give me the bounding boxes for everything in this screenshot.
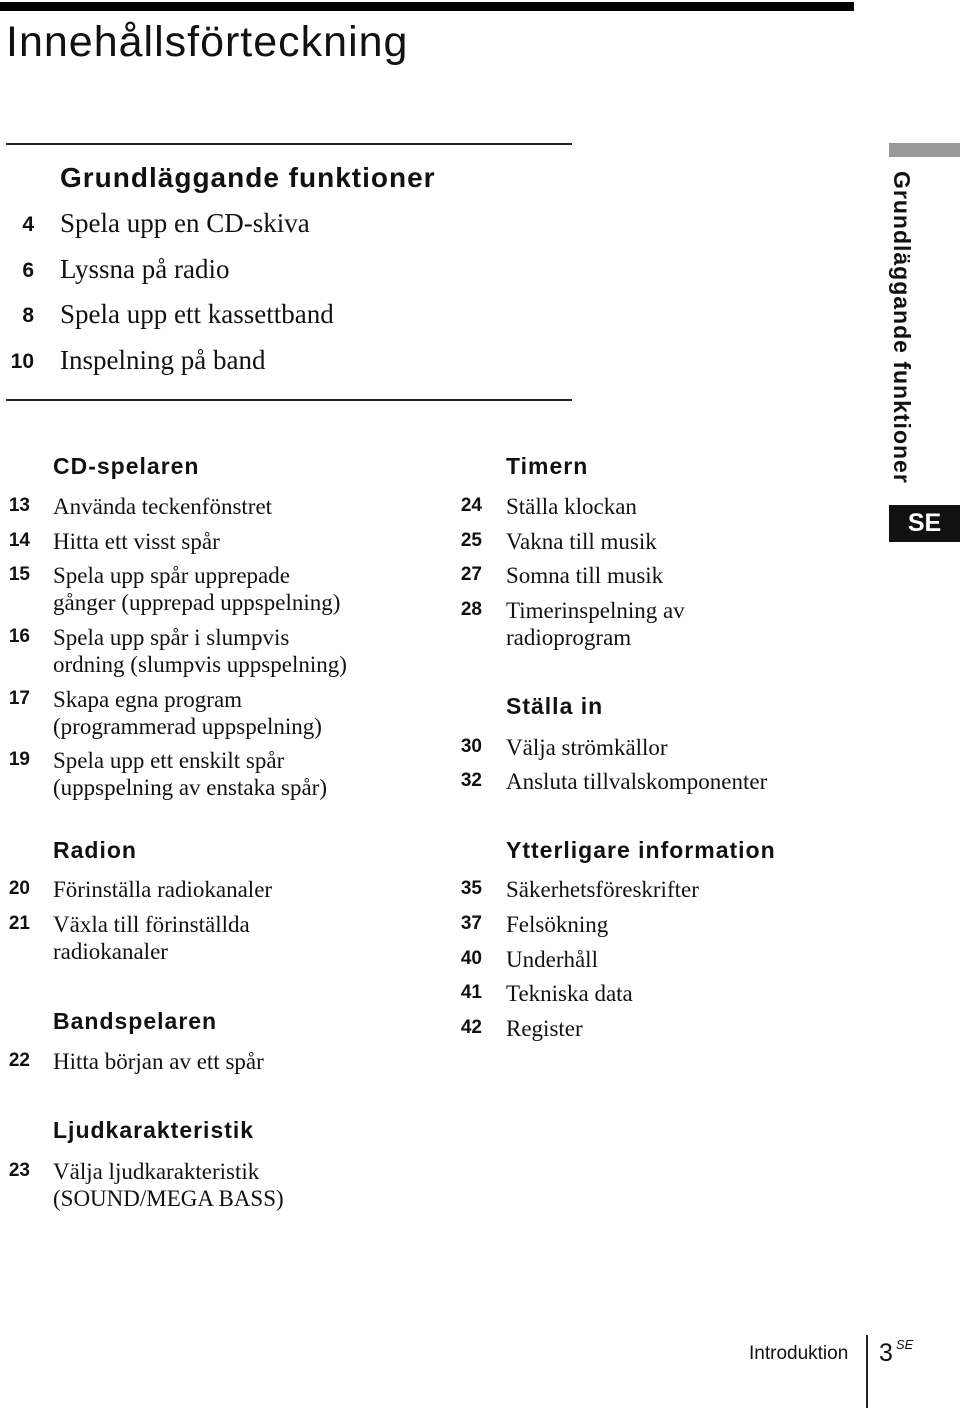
toc-entry-line: Använda teckenfönstret <box>53 494 273 519</box>
toc-entry-title <box>506 597 685 651</box>
toc-entry-title <box>53 876 272 903</box>
toc-entry-line: Förinställa radiokanaler <box>53 877 273 902</box>
toc-page-number: 37 <box>460 913 482 934</box>
toc-entry-title <box>53 493 272 520</box>
toc-entry-line: Spela upp ett enskilt spår <box>53 748 285 773</box>
side-tab-bar <box>889 143 960 157</box>
toc-page-number: 27 <box>460 564 482 585</box>
section-header: CD-spelaren <box>53 453 200 479</box>
section-header: Timern <box>506 453 589 479</box>
toc-entry-line: ordning (slumpvis uppspelning) <box>53 652 347 677</box>
toc-page-number: 41 <box>460 982 482 1003</box>
toc-entry-line: Somna till musik <box>506 563 664 588</box>
toc-page-number: 17 <box>8 688 30 709</box>
toc-entry-line: Tekniska data <box>506 981 633 1006</box>
toc-entry-line: Spela upp spår upprepade <box>53 563 290 588</box>
toc-entry-title: Lyssna på radio <box>60 254 230 284</box>
footer-section: Introduktion <box>749 1343 849 1364</box>
toc-entry-title <box>506 911 608 938</box>
toc-entry-title <box>53 562 340 616</box>
language-badge: SE <box>889 505 960 542</box>
footer-divider <box>866 1335 868 1408</box>
toc-entry-title <box>506 562 663 589</box>
toc-entry-line: gånger (upprepad uppspelning) <box>53 590 341 615</box>
toc-entry-title <box>506 528 657 555</box>
toc-entry-title: Spela upp en CD-skiva <box>60 208 310 238</box>
top-bar <box>0 2 854 11</box>
toc-entry-line: Register <box>506 1016 583 1041</box>
toc-page-number: 35 <box>460 878 482 899</box>
toc-entry-title <box>53 528 220 555</box>
page-number: 3 <box>879 1339 893 1367</box>
toc-entry-line: (uppspelning av enstaka spår) <box>53 775 328 800</box>
toc-page-number: 22 <box>8 1050 30 1071</box>
toc-entry-title <box>53 686 322 740</box>
toc-entry-line: Ställa klockan <box>506 494 637 519</box>
toc-entry-line: (programmerad uppspelning) <box>53 714 322 739</box>
toc-page-number: 16 <box>8 626 30 647</box>
toc-page-number: 24 <box>460 495 482 516</box>
toc-page-number: 13 <box>8 495 30 516</box>
side-tab-label: Grundläggande funktioner <box>889 171 915 484</box>
toc-page-number: 19 <box>8 749 30 770</box>
toc-page-number: 20 <box>8 878 30 899</box>
toc-entry-line: Vakna till musik <box>506 529 657 554</box>
toc-entry-title <box>506 734 668 761</box>
toc-entry-line: radioprogram <box>506 625 632 650</box>
toc-page-number: 30 <box>460 736 482 757</box>
toc-entry-line: Säkerhetsföreskrifter <box>506 877 699 902</box>
toc-page-number: 8 <box>22 304 34 327</box>
toc-entry-line: Växla till förinställda <box>53 912 250 937</box>
main-section-header: Grundläggande funktioner <box>60 162 436 193</box>
toc-entry-title <box>506 946 598 973</box>
toc-entry-line: (SOUND/MEGA BASS) <box>53 1186 284 1211</box>
section-header: Radion <box>53 837 137 863</box>
section-header: Ytterligare information <box>506 837 776 863</box>
toc-page-number: 32 <box>460 770 482 791</box>
section-divider-bottom <box>6 399 572 401</box>
page-number-suffix: SE <box>896 1337 914 1352</box>
toc-entry-line: Felsökning <box>506 912 609 937</box>
toc-entry-title <box>53 747 327 801</box>
toc-entry-line: Ansluta tillvalskomponenter <box>506 769 768 794</box>
toc-entry-title <box>53 911 250 965</box>
page-title: Innehållsförteckning <box>6 18 409 66</box>
section-header: Ljudkarakteristik <box>53 1117 255 1143</box>
toc-entry-title <box>53 1158 284 1212</box>
toc-page-number: 10 <box>10 350 34 373</box>
toc-page-number: 21 <box>8 913 30 934</box>
toc-page-number: 28 <box>460 599 482 620</box>
toc-page-number: 4 <box>22 213 34 236</box>
toc-entry-title: Inspelning på band <box>60 345 266 375</box>
toc-entry-title <box>53 624 347 678</box>
toc-page-number: 14 <box>8 530 30 551</box>
toc-page-number: 6 <box>22 259 34 282</box>
toc-entry-line: Timerinspelning av <box>506 598 685 623</box>
toc-entry-line: Underhåll <box>506 947 598 972</box>
toc-entry-title <box>506 768 767 795</box>
toc-entry-line: Skapa egna program <box>53 687 243 712</box>
toc-entry-line: Hitta början av ett spår <box>53 1049 264 1074</box>
toc-page-number: 25 <box>460 530 482 551</box>
toc-entry-line: Välja ljudkarakteristik <box>53 1159 260 1184</box>
toc-entry-title <box>53 1048 264 1075</box>
toc-entry-line: Välja strömkällor <box>506 735 668 760</box>
toc-entry-title <box>506 876 699 903</box>
toc-entry-line: Spela upp spår i slumpvis <box>53 625 290 650</box>
toc-entry-title: Spela upp ett kassettband <box>60 299 334 329</box>
toc-entry-line: radiokanaler <box>53 939 168 964</box>
toc-page-number: 42 <box>460 1017 482 1038</box>
toc-page-number: 40 <box>460 948 482 969</box>
toc-entry-line: Hitta ett visst spår <box>53 529 220 554</box>
toc-entry-title <box>506 493 637 520</box>
toc-page-number: 23 <box>8 1160 30 1181</box>
toc-entry-title <box>506 1015 583 1042</box>
toc-entry-title <box>506 980 633 1007</box>
section-divider-top <box>6 143 572 145</box>
section-header: Bandspelaren <box>53 1008 218 1034</box>
section-header: Ställa in <box>506 693 604 719</box>
toc-page-number: 15 <box>8 564 30 585</box>
